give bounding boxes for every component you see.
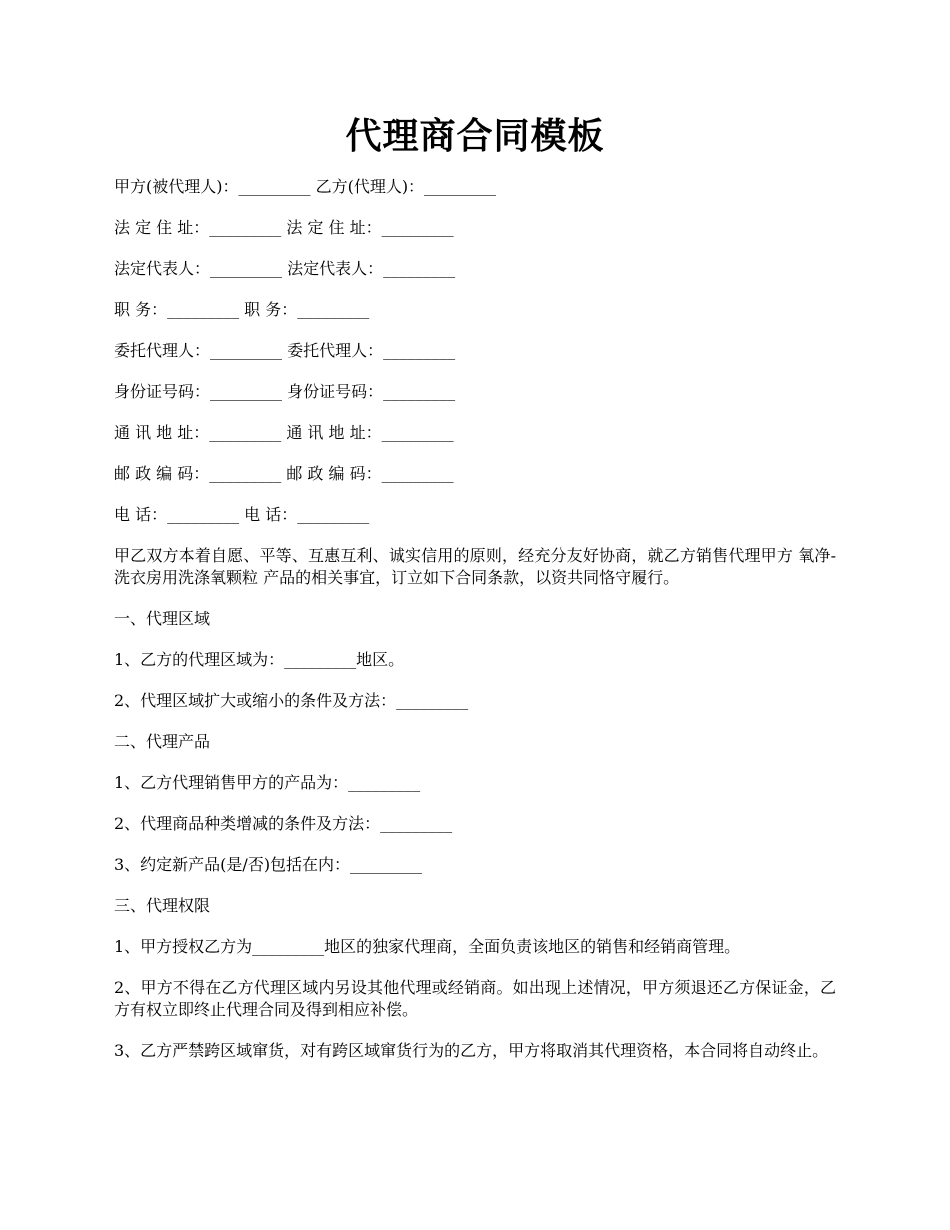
- party-line-agent: 委托代理人：_________ 委托代理人：_________: [114, 341, 456, 360]
- party-line-mail-address: 通 讯 地 址：_________ 通 讯 地 址：_________: [114, 423, 454, 442]
- party-line-id-number: 身份证号码：_________ 身份证号码：_________: [114, 382, 456, 401]
- clause-authority-2: 2、甲方不得在乙方代理区域内另设其他代理或经销商。如出现上述情况，甲方须退还乙方保证金，乙方有权立即终止代理合同及得到相应补偿。: [114, 978, 836, 1019]
- section-heading-products: 二、代理产品: [114, 732, 211, 751]
- party-line-principal: 甲方(被代理人)：_________ 乙方(代理人)：_________: [114, 177, 497, 196]
- party-line-legal-rep: 法定代表人：_________ 法定代表人：_________: [114, 259, 456, 278]
- party-line-phone: 电 话：_________ 电 话：_________: [114, 505, 370, 524]
- clause-authority-3: 3、乙方严禁跨区域窜货，对有跨区域窜货行为的乙方，甲方将取消其代理资格，本合同将自动终止。: [114, 1041, 829, 1060]
- party-line-address: 法 定 住 址：_________ 法 定 住 址：_________: [114, 218, 454, 237]
- clause-region-1: 1、乙方的代理区域为：_________地区。: [114, 650, 405, 669]
- party-line-position: 职 务：_________ 职 务：_________: [114, 300, 370, 319]
- clause-region-2: 2、代理区域扩大或缩小的条件及方法：_________: [114, 691, 469, 710]
- clause-authority-1: 1、甲方授权乙方为_________地区的独家代理商，全面负责该地区的销售和经销商管理。: [114, 937, 741, 956]
- clause-products-3: 3、约定新产品(是/否)包括在内：_________: [114, 855, 423, 874]
- section-heading-authority: 三、代理权限: [114, 896, 211, 915]
- document-body: [114, 176, 836, 1062]
- document-title: 代理商合同模板: [345, 115, 605, 157]
- intro-paragraph: 甲乙双方本着自愿、平等、互惠互利、诚实信用的原则，经充分友好协商，就乙方销售代理甲方 氧净-洗衣房用洗涤氧颗粒 产品的相关事宜，订立如下合同条款，以资共同恪守履行。: [114, 546, 836, 587]
- clause-products-1: 1、乙方代理销售甲方的产品为：_________: [114, 773, 421, 792]
- section-heading-region: 一、代理区域: [114, 609, 211, 628]
- clause-products-2: 2、代理商品种类增减的条件及方法：_________: [114, 814, 453, 833]
- party-line-postcode: 邮 政 编 码：_________ 邮 政 编 码：_________: [114, 464, 454, 483]
